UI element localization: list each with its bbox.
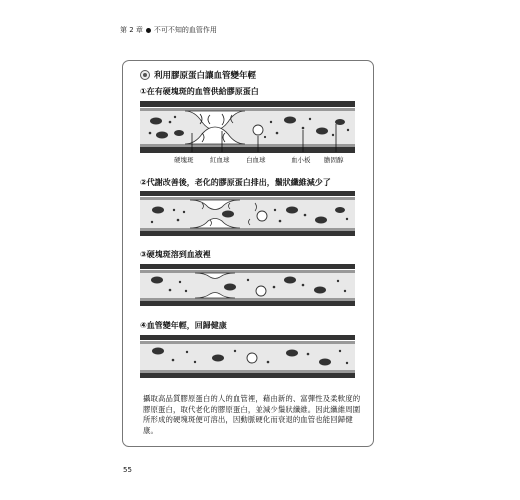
panel-title-text: 利用膠原蛋白讓血管變年輕 bbox=[154, 71, 257, 81]
diagram-label-row bbox=[140, 155, 355, 169]
label-white-blood-cell: 白血球 bbox=[246, 156, 266, 164]
vessel-diagram-1 bbox=[140, 100, 355, 155]
chapter-label: 第 2 章 bbox=[120, 26, 143, 34]
panel-title bbox=[140, 69, 256, 81]
step-4-caption: ④血管變年輕，回歸健康 bbox=[140, 321, 227, 330]
circle-bullet-icon bbox=[140, 70, 150, 80]
page-number: 55 bbox=[123, 466, 132, 474]
bullet-icon bbox=[146, 28, 151, 33]
chapter-subtitle: 不可不知的血管作用 bbox=[153, 26, 217, 34]
vessel-diagram-4 bbox=[140, 334, 355, 380]
label-plaque: 硬塊斑 bbox=[174, 156, 194, 164]
label-cholesterol: 膽固醇 bbox=[324, 156, 344, 164]
panel-body-text: 攝取高品質膠原蛋白的人的血管裡，藉由新的、富彈性及柔軟度的膠原蛋白，取代老化的膠原蛋白，並減少鬚狀纖維。因此纖維周圍所形成的硬塊斑便可溶出，因動脈硬化而衰退的血管也能回歸健康。 bbox=[143, 394, 361, 435]
running-header bbox=[120, 25, 217, 35]
label-red-blood-cell: 紅血球 bbox=[210, 156, 230, 164]
step-1-caption: ①在有硬塊斑的血管供給膠原蛋白 bbox=[140, 87, 259, 96]
vessel-diagram-2 bbox=[140, 190, 355, 238]
step-2-caption: ②代謝改善後，老化的膠原蛋白排出，鬚狀纖維減少了 bbox=[140, 178, 331, 187]
vessel-diagram-3 bbox=[140, 263, 355, 308]
step-3-caption: ③硬塊斑溶到血液裡 bbox=[140, 250, 211, 259]
label-platelet: 血小板 bbox=[291, 156, 311, 164]
